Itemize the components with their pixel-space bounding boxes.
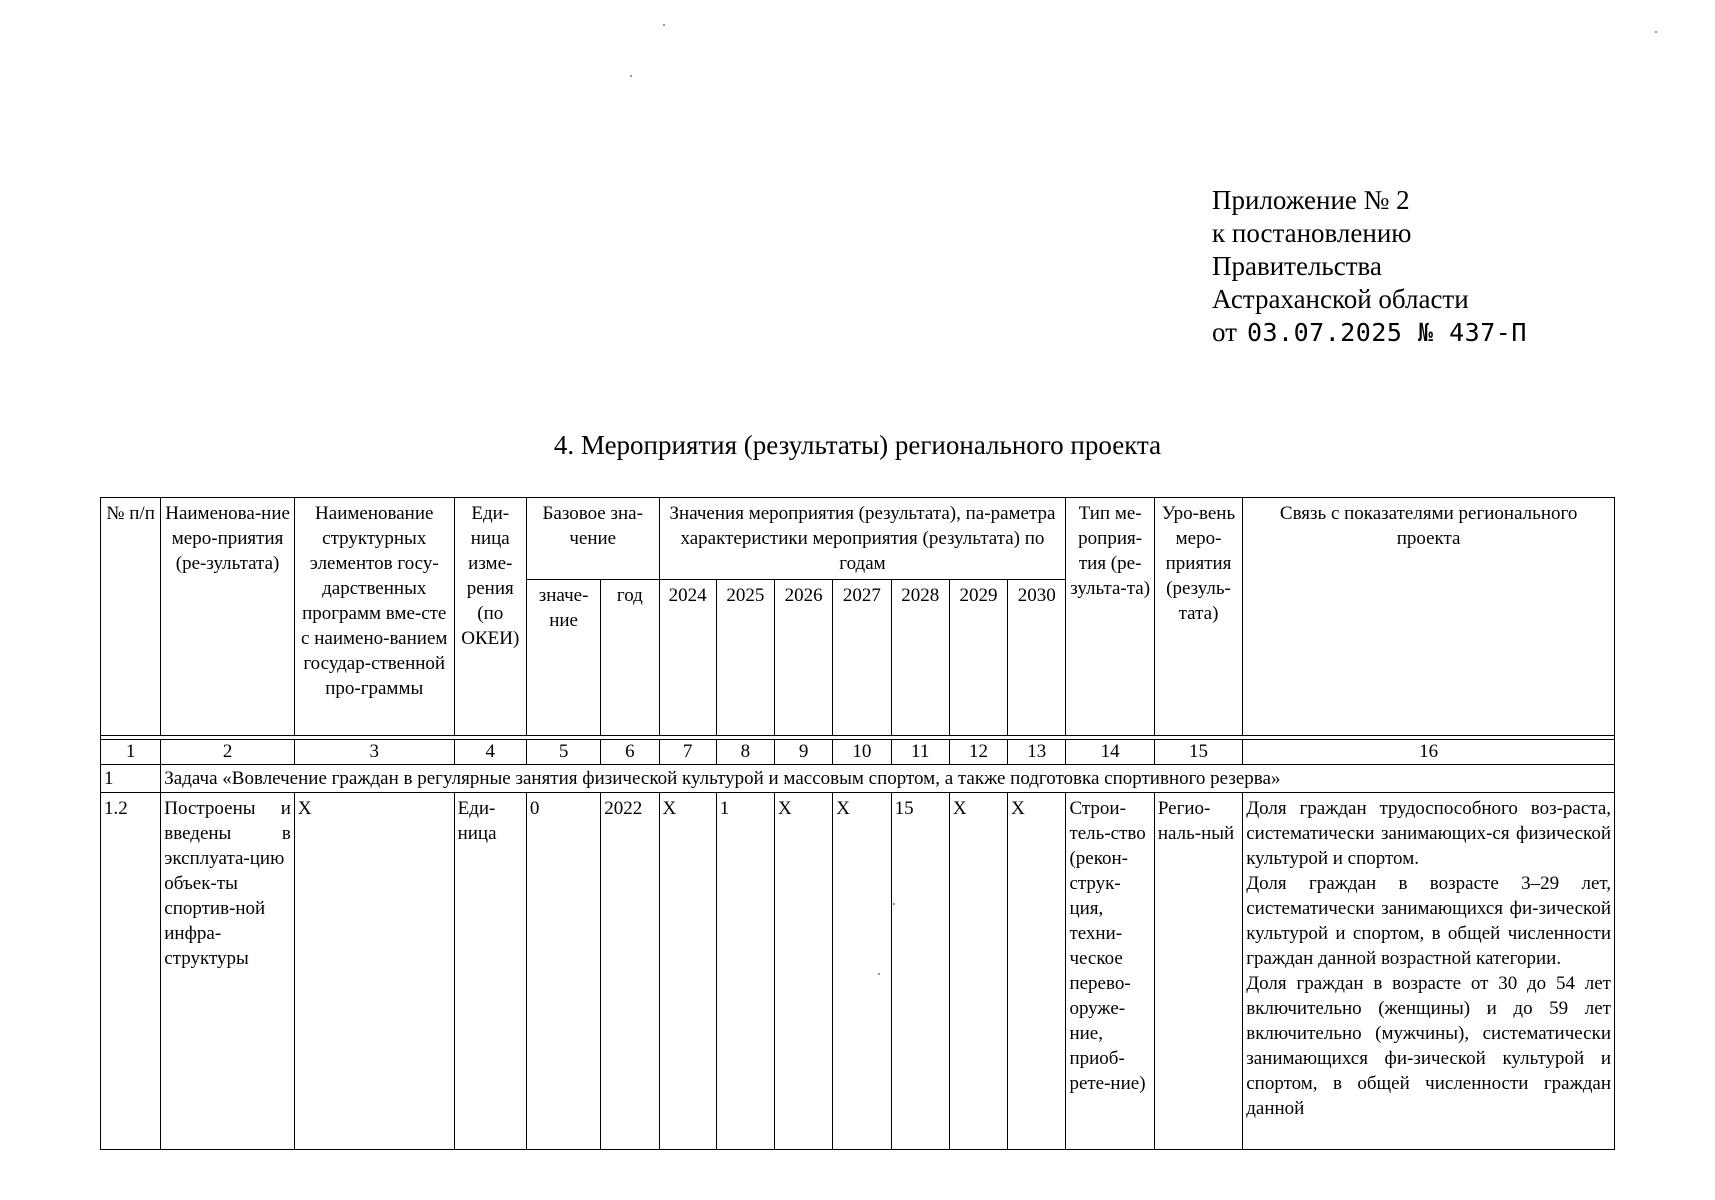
header-year-2028: 2028 bbox=[891, 580, 949, 736]
value-2026: Х bbox=[775, 793, 833, 1150]
structural-element: Х bbox=[294, 793, 454, 1150]
header-year-2030: 2030 bbox=[1008, 580, 1066, 736]
header-yearly-values: Значения мероприятия (результата), па-раметра характеристики мероприятия (результата) по годам bbox=[659, 498, 1066, 580]
section-title: 4. Мероприятия (результаты) регионального проекта bbox=[553, 430, 1162, 460]
from-label: от bbox=[1212, 317, 1237, 347]
scan-speck bbox=[1655, 31, 1657, 33]
column-number: 12 bbox=[949, 740, 1007, 765]
appendix-date-line bbox=[1212, 316, 1527, 349]
column-number-row bbox=[101, 740, 1615, 765]
header-activity-type: Тип ме-роприя-тия (ре-зульта-та) bbox=[1066, 498, 1154, 736]
value-2025: 1 bbox=[716, 793, 774, 1150]
scan-speck bbox=[663, 24, 665, 26]
column-number: 11 bbox=[891, 740, 949, 765]
activity-level: Регио-наль-ный bbox=[1154, 793, 1242, 1150]
appendix-number: Приложение № 2 bbox=[1212, 185, 1410, 215]
task-number: 1 bbox=[101, 765, 161, 793]
value-2030: Х bbox=[1008, 793, 1066, 1150]
indicator-links bbox=[1243, 793, 1615, 1150]
value-2024: Х bbox=[659, 793, 716, 1150]
column-number: 6 bbox=[601, 740, 659, 765]
value-2029: Х bbox=[949, 793, 1007, 1150]
header-year-2026: 2026 bbox=[775, 580, 833, 736]
appendix-government: Правительства bbox=[1212, 251, 1382, 281]
column-number: 7 bbox=[659, 740, 716, 765]
header-base-value: Базовое зна-чение bbox=[526, 498, 659, 580]
indicator-link-3: Доля граждан в возрасте от 30 до 54 лет включительно (женщины) и до 59 лет включительно (мужчины), систематически занимающихся фи-зической культурой и спортом, в общей численности граждан данной bbox=[1246, 973, 1611, 1119]
column-number: 16 bbox=[1243, 740, 1615, 765]
column-number: 4 bbox=[454, 740, 526, 765]
activity-name: Построены и введены в эксплуата-цию объек-ты спортив-ной инфра-структуры bbox=[161, 793, 295, 1150]
header-structural-elements: Наименование структурных элементов госу-дарственных программ вме-сте с наимено-ванием государ-ственной про-граммы bbox=[294, 498, 454, 736]
column-number: 15 bbox=[1154, 740, 1242, 765]
column-number: 14 bbox=[1066, 740, 1154, 765]
scan-speck bbox=[630, 75, 632, 77]
appendix-to-resolution: к постановлению bbox=[1212, 218, 1412, 248]
header-row-1 bbox=[101, 498, 1615, 580]
unit: Еди-ница bbox=[454, 793, 526, 1150]
base-year: 2022 bbox=[601, 793, 659, 1150]
activity-type: Строи-тель-ство (рекон-струк-ция, техни-ческое перево-оруже-ние, приоб-рете-ние) bbox=[1066, 793, 1154, 1150]
column-number: 9 bbox=[775, 740, 833, 765]
column-number: 10 bbox=[833, 740, 891, 765]
header-year-2027: 2027 bbox=[833, 580, 891, 736]
column-number: 3 bbox=[294, 740, 454, 765]
value-2028: 15 bbox=[891, 793, 949, 1150]
task-row bbox=[101, 765, 1615, 793]
header-activity-level: Уро-вень меро-приятия (резуль-тата) bbox=[1154, 498, 1242, 736]
header-year-2024: 2024 bbox=[659, 580, 716, 736]
activities-table bbox=[100, 497, 1615, 1150]
header-year-2029: 2029 bbox=[949, 580, 1007, 736]
appendix-header bbox=[1212, 184, 1527, 349]
table-row bbox=[101, 793, 1615, 1150]
resolution-date-number: 03.07.2025 № 437-П bbox=[1246, 318, 1527, 347]
column-number: 8 bbox=[716, 740, 774, 765]
row-number: 1.2 bbox=[101, 793, 161, 1150]
task-text: Задача «Вовлечение граждан в регулярные занятия физической культурой и массовым спортом, а также подготовка спортивного резерва» bbox=[161, 765, 1615, 793]
header-number: № п/п bbox=[101, 498, 161, 736]
header-unit: Еди-ница изме-рения (по ОКЕИ) bbox=[454, 498, 526, 736]
column-number: 1 bbox=[101, 740, 161, 765]
column-number: 13 bbox=[1008, 740, 1066, 765]
header-indicator-link: Связь с показателями регионального проекта bbox=[1243, 498, 1615, 736]
indicator-link-1: Доля граждан трудоспособного воз-раста, систематически занимающих-ся физической культурой и спортом. bbox=[1246, 798, 1611, 869]
appendix-region: Астраханской области bbox=[1212, 284, 1469, 314]
header-year-2025: 2025 bbox=[716, 580, 774, 736]
column-number: 2 bbox=[161, 740, 295, 765]
header-base-value-value: значе-ние bbox=[526, 580, 600, 736]
base-value: 0 bbox=[526, 793, 600, 1150]
value-2027: Х bbox=[833, 793, 891, 1150]
column-number: 5 bbox=[526, 740, 600, 765]
indicator-link-2: Доля граждан в возрасте 3–29 лет, систематически занимающихся фи-зической культурой и спортом, в общей численности граждан данной возрастной категории. bbox=[1246, 873, 1611, 969]
header-base-value-year: год bbox=[601, 580, 659, 736]
header-activity-name: Наименова-ние меро-приятия (ре-зультата) bbox=[161, 498, 295, 736]
